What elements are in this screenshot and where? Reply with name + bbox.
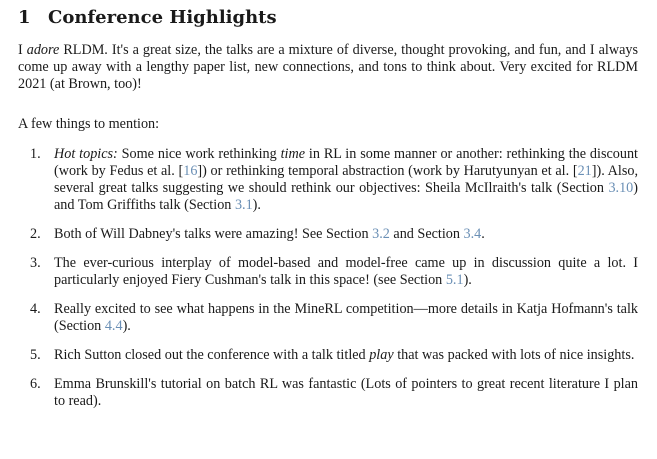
item-text: Hot topics: [54,146,118,162]
citation-link[interactable]: 16 [183,163,198,179]
citation-link[interactable]: 21 [577,163,592,179]
intro-emphasis: adore [26,42,60,58]
section-heading [18,6,277,30]
item-text: ). [122,318,131,334]
list-item [18,301,638,335]
highlights-list [18,146,638,422]
item-text: Both of Will Dabney's talks were amazing! See Section [54,226,373,242]
list-marker: 4. [30,301,41,317]
section-link[interactable]: 4.4 [104,318,123,334]
list-marker: 2. [30,226,41,242]
section-link[interactable]: 3.10 [608,180,634,196]
item-text: ]). Also, several great talks suggesting we should rethink our objectives: Sheila McIlraith's talk (Section [54,163,639,196]
item-text: ). [463,272,472,288]
list-item [18,255,638,289]
mention-paragraph: A few things to mention: [18,116,160,132]
item-text: and Section [389,226,464,242]
list-marker: 5. [30,347,41,363]
item-text: ]) or rethinking temporal abstraction (work by Harutyunyan et al. [ [197,163,578,179]
section-link[interactable]: 3.1 [234,197,253,213]
item-text: Really excited to see what happens in the MineRL competition—more details in Katja Hofmann's talk (Section [54,301,638,334]
list-marker: 1. [30,146,41,162]
item-text: . [481,226,485,242]
list-item [18,347,638,364]
item-text: ). [252,197,261,213]
item-text: Emma Brunskill's tutorial on batch RL was fantastic (Lots of pointers to great recent literature I plan to read). [54,376,638,409]
intro-paragraph [18,42,638,93]
item-emphasis: play [369,347,394,363]
section-number: 1 [18,7,31,28]
intro-text-2: RLDM. It's a great size, the talks are a mixture of diverse, thought provoking, and fun, and I always come up away with a lengthy paper list, new connections, and tons to think about. Very excited for RLDM 2021 (at Brown, too)! [18,42,638,92]
list-marker: 3. [30,255,41,271]
item-text: The ever-curious interplay of model-based and model-free came up in discussion quite a lot. I particularly enjoyed Fiery Cushman's talk in this space! (see Section [54,255,638,288]
item-text: ) and Tom Griffiths talk (Section [54,180,638,213]
section-link[interactable]: 3.2 [372,226,390,242]
item-text: that was packed with lots of nice insights. [393,347,635,363]
intro-text-1: I [18,42,27,58]
section-link[interactable]: 5.1 [445,272,464,288]
list-item [18,226,638,243]
item-text: in RL in some manner or another: rethinking the discount (work by Fedus et al. [ [54,146,638,179]
section-title: Conference Highlights [48,7,277,28]
list-item [18,146,638,214]
item-emphasis: time [280,146,306,162]
item-text: Rich Sutton closed out the conference with a talk titled [54,347,370,363]
list-marker: 6. [30,376,41,392]
section-link[interactable]: 3.4 [463,226,482,242]
list-item [18,376,638,410]
item-text: Some nice work rethinking [117,146,281,162]
